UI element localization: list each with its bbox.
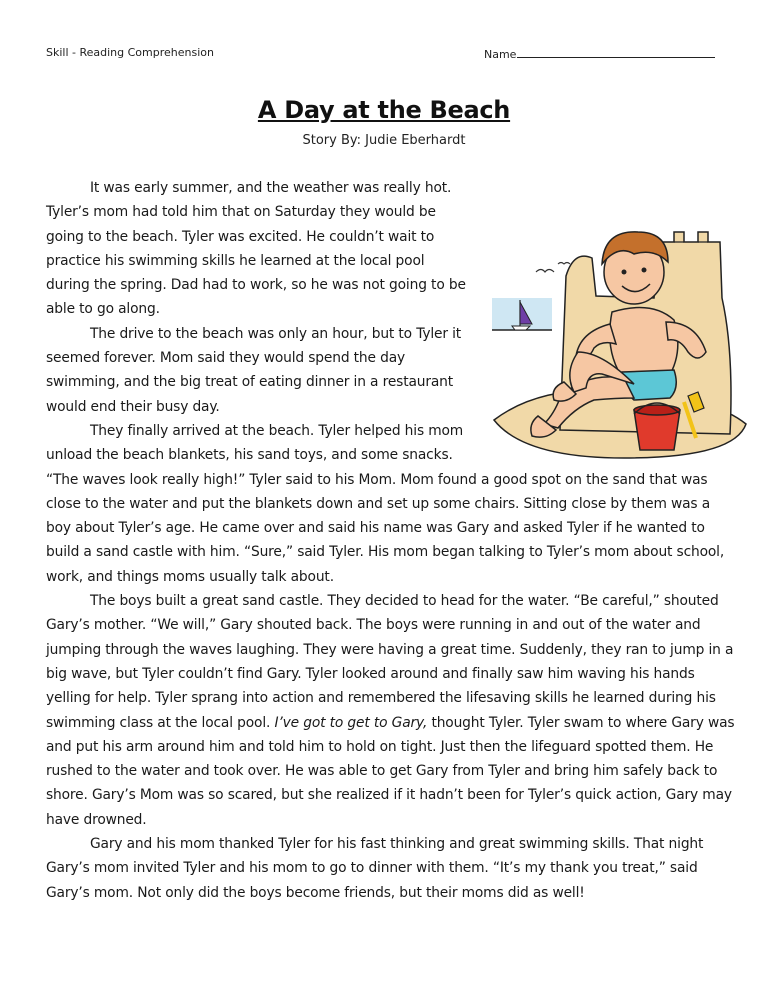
paragraph-5: Gary and his mom thanked Tyler for his fast thinking and great swimming skills. That night Gary’s mom invited Tyler and his mom to go to dinner with them. “It’s my thank you treat,” said Gary’s mom. Not only did the boys become friends, but their moms did as well! — [46, 836, 704, 901]
page-title: A Day at the Beach — [257, 96, 511, 124]
name-label: Name — [484, 48, 517, 61]
paragraph-1: It was early summer, and the weather was really hot. Tyler’s mom had told him that on Saturday they would be going to the beach. Tyler was excited. He couldn’t wait to practice his swimming skills he learned at the local pool during the spring. Dad had to work, so he was not going to be able to go along. — [46, 180, 466, 318]
page-header — [46, 46, 716, 62]
paragraph-4 — [46, 589, 736, 832]
skill-label: Skill - Reading Comprehension — [46, 46, 214, 59]
beach-boy-illustration — [484, 202, 756, 460]
name-field[interactable] — [484, 46, 715, 61]
paragraph-4-thought: I’ve got to get to Gary, — [274, 714, 428, 731]
story-byline: Story By: Judie Eberhardt — [302, 133, 466, 148]
name-line[interactable] — [517, 46, 715, 58]
paragraph-4-text-a: The boys built a great sand castle. They decided to head for the water. “Be careful,” shouted Gary’s mother. “We will,” Gary shouted back. The boys were running in and out of the water and jumping through the waves laughing. They were having a great time. Suddenly, they ran to jump in a big wave, but Tyler couldn’t find Gary. Tyler looked around and finally saw him waving his hands yelling for help. Tyler sprang into action and remembered the lifesaving skills he learned during his swimming class at the local pool. — [46, 593, 734, 731]
paragraph-2: The drive to the beach was only an hour, but to Tyler it seemed forever. Mom said they would spend the day swimming, and the big treat of eating dinner in a restaurant would end their busy day. — [46, 325, 462, 415]
story-body — [46, 176, 736, 905]
paragraph-3: They finally arrived at the beach. Tyler helped his mom unload the beach blankets, his sand toys, and some snacks. “The waves look really high!” Tyler said to his Mom. Mom found a good spot on the sand that was close to the water and put the blankets down and set up some chairs. Sitting close by them was a boy about Tyler’s age. He came over and said his name was Gary and asked Tyler if he wanted to build a sand castle with him. “Sure,” said Tyler. His mom began talking to Tyler’s mom about school, work, and things moms usually talk about. — [46, 422, 725, 585]
paragraph-4-text-b: thought Tyler. Tyler swam to where Gary was and put his arm around him and told him to hold on tight. Just then the lifeguard spotted them. He rushed to the water and took over. He was able to get Gary from Tyler and bring him safely back to shore. Gary’s Mom was so scared, but she realized if it hadn’t been for Tyler’s quick action, Gary may have drowned. — [46, 714, 735, 828]
beach-boy-image — [484, 202, 756, 460]
